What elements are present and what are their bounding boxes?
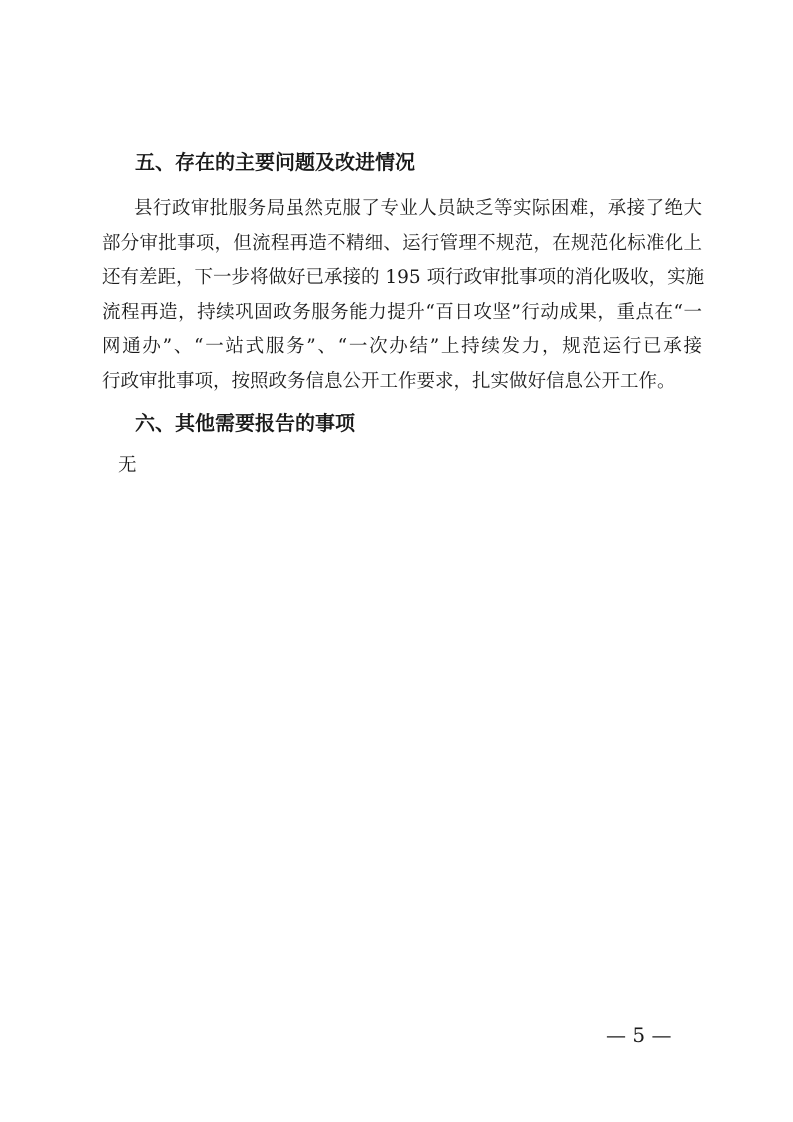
- paragraph-line: 还有差距，下一步将做好已承接的 195 项行政审批事项的消化吸收，实施: [102, 267, 705, 288]
- section-heading-problems: 五、存在的主要问题及改进情况: [135, 150, 415, 174]
- paragraph-line: 部分审批事项，但流程再造不精细、运行管理不规范，在规范化标准化上: [102, 232, 702, 254]
- paragraph-line: 县行政审批服务局虽然克服了专业人员缺乏等实际困难，承接了绝大: [134, 198, 702, 219]
- page-number: — 5 —: [606, 1023, 672, 1047]
- section-body-other-matters: 无: [118, 455, 137, 476]
- paragraph-line: 流程再造，持续巩固政务服务能力提升“百日攻坚”行动成果，重点在“一: [102, 301, 702, 323]
- section-heading-other-matters: 六、其他需要报告的事项: [135, 411, 355, 435]
- paragraph-line: 行政审批事项，按照政务信息公开工作要求，扎实做好信息公开工作。: [102, 370, 676, 392]
- paragraph-line: 网通办”、“一站式服务”、“一次办结”上持续发力，规范运行已承接: [102, 336, 702, 357]
- section-paragraph-problems: [102, 192, 705, 399]
